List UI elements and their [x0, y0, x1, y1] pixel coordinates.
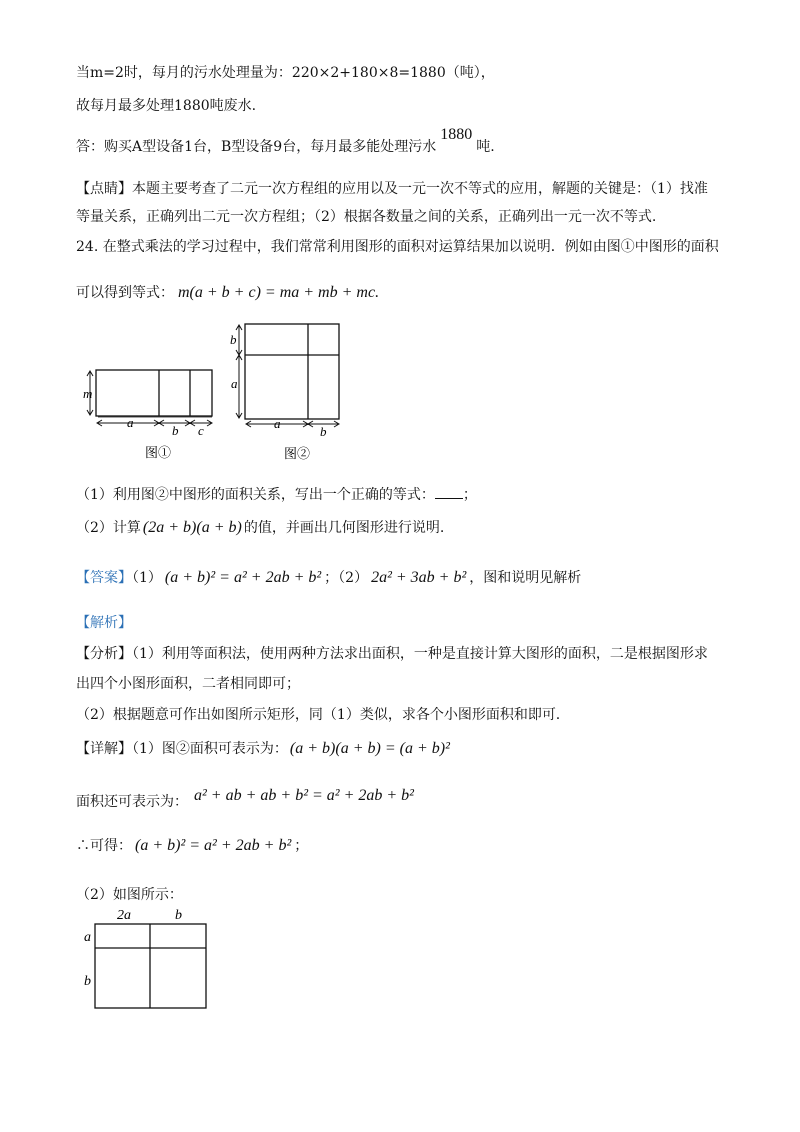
- answer-separator: ；（2）: [324, 570, 369, 586]
- xj3-math: (a + b)² = a² + 2ab + b²: [135, 837, 292, 854]
- line-xiangjie-4: （2）如图所示：: [76, 887, 183, 903]
- line-m2-calc: 当m=2时，每月的污水处理量为：220×2+180×8=1880（吨），: [76, 65, 495, 81]
- xj3-text: ∴可得：: [76, 838, 132, 854]
- equation-math: m(a + b + c) = ma + mb + mc.: [178, 284, 380, 301]
- xj1-text: 【详解】（1）图②面积可表示为：: [76, 741, 288, 757]
- figure-3: [80, 906, 215, 1011]
- figure-1: [78, 365, 218, 465]
- answer-part2-math: 2a² + 3ab + b²: [371, 569, 467, 586]
- q2-math: (2a + b)(a + b): [142, 519, 242, 536]
- answer-23-number: 1880: [440, 126, 473, 143]
- line-xiangjie-2: [76, 785, 414, 810]
- fig1-label-c: c: [198, 423, 204, 438]
- line-max-process: 故每月最多处理1880吨废水.: [76, 98, 257, 114]
- xj3-tail: ；: [294, 838, 309, 854]
- line-q24-equation: [76, 282, 379, 302]
- line-xiangjie-3: [76, 835, 308, 855]
- fig2-label-b-bottom: b: [320, 424, 327, 439]
- q1-text: （1）利用图②中图形的面积关系，写出一个正确的等式：: [76, 487, 435, 503]
- fig2-label-b-side: b: [230, 332, 237, 347]
- fig2-label-a-side: a: [231, 376, 238, 391]
- answer-blank: [435, 486, 463, 499]
- line-fenxi-3: （2）根据题意可作出如图所示矩形，同（1）类似，求各个小图形面积和即可.: [76, 707, 561, 723]
- line-dianjing-1: 【点睛】本题主要考查了二元一次方程组的应用以及一元一次不等式的应用，解题的关键是：（1）找准: [76, 181, 708, 197]
- fig1-label-b: b: [172, 423, 179, 438]
- line-fenxi-1: 【分析】（1）利用等面积法，使用两种方法求出面积，一种是直接计算大图形的面积，二是根据图形求: [76, 646, 708, 662]
- answer-tail: ，图和说明见解析: [469, 570, 582, 586]
- fig3-label-a-left: a: [84, 930, 91, 945]
- figure-2: [223, 320, 348, 465]
- fig1-caption: 图①: [145, 445, 172, 460]
- line-answer-23: [76, 126, 495, 156]
- xj2-text: 面积还可表示为：: [76, 794, 188, 810]
- fig1-label-m: m: [83, 386, 93, 401]
- fig2-caption: 图②: [284, 446, 311, 461]
- line-q24-stem: 24. 在整式乘法的学习过程中，我们常常利用图形的面积对运算结果加以说明．例如由图①中图形的面积: [76, 239, 719, 255]
- equation-intro: 可以得到等式：: [76, 285, 174, 301]
- line-fenxi-2: 出四个小图形面积，二者相同即可；: [76, 676, 300, 692]
- q2-text: （2）计算: [76, 520, 141, 536]
- fig3-label-b-left: b: [84, 974, 91, 989]
- line-jiexi: 【解析】: [76, 615, 132, 631]
- answer-23-unit: 吨.: [476, 139, 495, 155]
- line-q24-part1: [76, 484, 477, 504]
- line-xiangjie-1: [76, 738, 450, 758]
- answer-part1-label: （1）: [132, 570, 162, 586]
- fig2-label-a-bottom: a: [274, 416, 281, 431]
- line-q24-part2: [76, 517, 444, 537]
- q2-tail: 的值，并画出几何图形进行说明.: [243, 520, 445, 536]
- line-dianjing-2: 等量关系，正确列出二元一次方程组；（2）根据各数量之间的关系，正确列出一元一次不等式.: [76, 209, 657, 225]
- answer-part1-math: (a + b)² = a² + 2ab + b²: [164, 569, 322, 586]
- fig1-label-a: a: [127, 415, 134, 430]
- fig3-label-2a: 2a: [117, 908, 131, 923]
- answer-tag: 【答案】: [76, 570, 132, 586]
- xj2-math: a² + ab + ab + b² = a² + 2ab + b²: [194, 787, 414, 804]
- xj1-math: (a + b)(a + b) = (a + b)²: [289, 740, 450, 757]
- answer-23-text: 答：购买A型设备1台，B型设备9台，每月最多能处理污水: [76, 139, 437, 155]
- q1-tail: ；: [462, 487, 477, 503]
- fig3-label-b-top: b: [175, 908, 182, 923]
- line-answer: [76, 567, 581, 587]
